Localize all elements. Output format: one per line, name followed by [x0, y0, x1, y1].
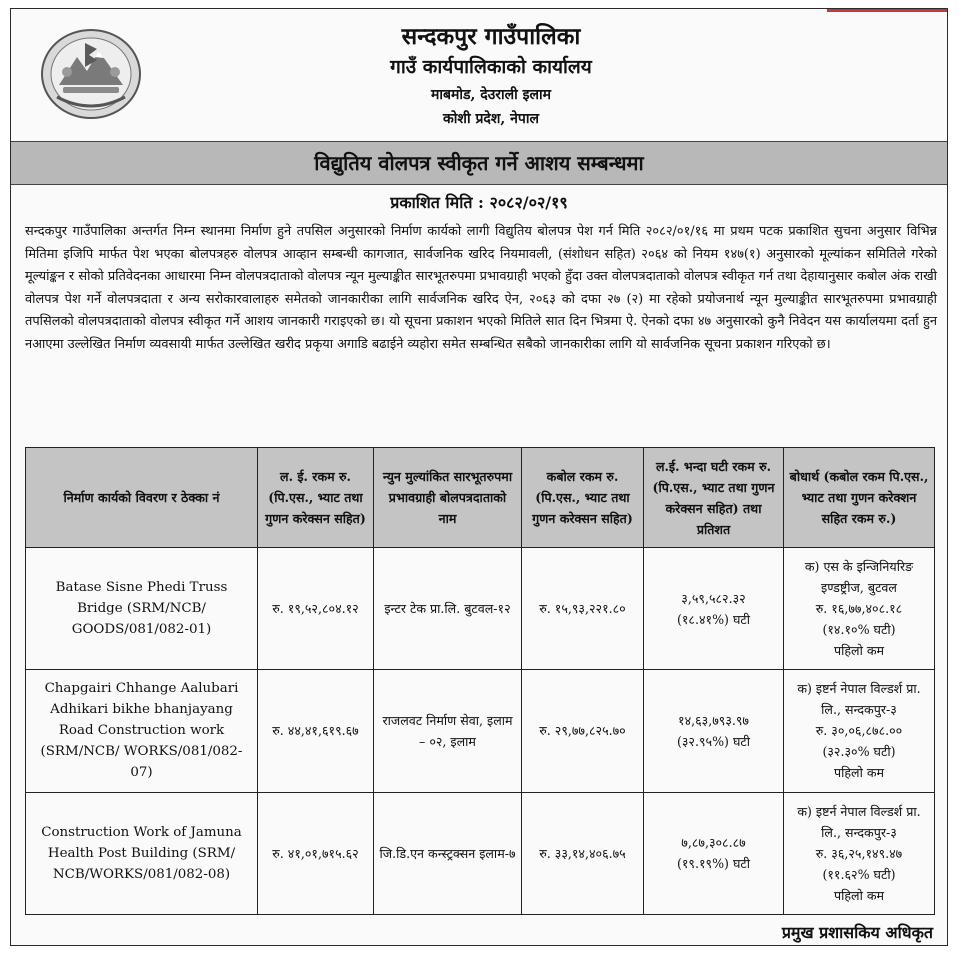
- runner-up-name: क) इष्टर्न नेपाल विल्डर्श प्रा. लि., सन्दकपुर-३: [797, 803, 921, 840]
- runner-up-percent: (३२.३०% घटी): [822, 744, 896, 760]
- estimate-cell: रु. ४४,४१,६१९.६७: [258, 670, 374, 792]
- bidder-cell: इन्टर टेक प्रा.लि. बुटवल-१२: [374, 548, 522, 670]
- government-emblem-icon: [39, 27, 143, 121]
- difference-percent: (३२.९५%) घटी: [676, 733, 751, 749]
- column-header-runner-up: बोधार्थ (कबोल रकम पि.एस., भ्याट तथा गुणन करेक्शन सहित रकम रु.): [784, 448, 935, 548]
- bid-amount-cell: रु. २९,७७,८२५.७०: [522, 670, 644, 792]
- runner-up-amount: रु. ३६,२५,१४९.४७: [815, 845, 903, 861]
- column-header-estimate: ल. ई. रकम रु. (पि.एस., भ्याट तथा गुणन करेक्सन सहित): [258, 448, 374, 548]
- project-cell: Batase Sisne Phedi Truss Bridge (SRM/NCB/ GOODS/081/082-01): [26, 548, 258, 670]
- difference-percent: (१८.४१%) घटी: [676, 611, 751, 627]
- difference-percent: (१९.१९%) घटी: [676, 856, 751, 872]
- tender-table: [25, 447, 935, 915]
- publication-date: प्रकाशित मिति : २०८२/०२/१९: [390, 193, 568, 212]
- difference-cell: [644, 548, 784, 670]
- estimate-cell: रु. १९,५२,८०४.१२: [258, 548, 374, 670]
- project-cell: Construction Work of Jamuna Health Post Building (SRM/ NCB/WORKS/081/082-08): [26, 792, 258, 914]
- runner-up-cell: [784, 548, 935, 670]
- runner-up-percent: (१४.१०% घटी): [822, 622, 896, 638]
- difference-cell: [644, 792, 784, 914]
- runner-up-rank: पहिलो कम: [833, 765, 885, 781]
- runner-up-rank: पहिलो कम: [833, 887, 885, 903]
- difference-amount: १४,६३,७९३.९७: [678, 712, 749, 728]
- column-header-bid-amount: कबोल रकम रु. (पि.एस., भ्याट तथा गुणन करेक्सन सहित): [522, 448, 644, 548]
- column-header-project: निर्माण कार्यको विवरण र ठेक्का नं: [26, 448, 258, 548]
- runner-up-cell: [784, 670, 935, 792]
- difference-amount: ७,८७,३०८.८७: [681, 835, 746, 851]
- runner-up-amount: रु. ३०,०६,८७८.००: [815, 723, 903, 739]
- signatory-title: प्रमुख प्रशासकिय अधिकृत: [781, 923, 933, 942]
- notice-sheet: [10, 8, 948, 946]
- runner-up-rank: पहिलो कम: [833, 643, 885, 659]
- municipality-name: सन्दकपुर गाउँपालिका: [401, 23, 581, 50]
- runner-up-amount: रु. १६,७७,४०८.१८: [815, 601, 903, 617]
- notice-body-text: सन्दकपुर गाउँपालिका अन्तर्गत निम्न स्थानमा निर्माण हुने तपसिल अनुसारको निर्माण कार्यको लागी विद्युतिय बोलपत्र पेश गर्न मिति २०८२/०१/१६ मा प्रथम पटक प्रकाशित सुचना अनुसार विभिन्न मितिमा इजिपि मार्फत पेश भएका बोलपत्रहरु वोलपत्र आव्हान सम्बन्धी कागजात, सार्वजनिक खरिद नियमावली, (संशोधन सहित) २०६४ को नियम १४७(१) अनुसारको मूल्यांकन समितिले गरेको मूल्यांङ्कन र सोको प्रतिवेदनका आधारमा निम्न वोलपत्रदाताको वोलपत्र न्यून मुल्याङ्कीत सारभूतरुपमा प्रभावग्राही भएको हुँदा उक्त वोलपत्रदाताको वोलपत्र स्वीकृत गर्न तथा देहायानुसार कबोल अंक राखी वोलपत्र पेश गर्ने वोलपत्रदाता र अन्य सरोकारवालाहरु समेतको जानकारीका लागि सार्वजनिक खरिद ऐन, २०६३ को दफा २७ (२) मा रहेको प्रयोजनार्थ न्यून मुल्याङ्कीत सारभूतरुपमा प्रभावग्राही तपसिलको वोलपत्रदाताको वोलपत्र स्वीकृत गर्ने आशय जानकारी गराइएको छ। यो सूचना प्रकाशन भएको मितिले सात दिन भित्रमा ऐ. ऐनको दफा ४७ अनुसारको कुनै निवेदन यस कार्यालयमा दर्ता हुन नआएमा उल्लेखित निर्माण व्यवसायी मार्फत उल्लेखित खरीद प्रकृया अगाडि बढाईने व्यहोरा समेत सम्बन्धित सबैको जानकारीका लागि यो सार्वजनिक सूचना प्रकाशन गरिएको छ।: [25, 224, 937, 352]
- bidder-cell: जि.डि.एन कन्स्ट्रक्सन इलाम-७: [374, 792, 522, 914]
- difference-cell: [644, 670, 784, 792]
- runner-up-name: क) एस के इन्जिनियरिङ इण्डष्ट्रीज, बुटवल: [804, 559, 914, 596]
- bidder-cell: राजलवट निर्माण सेवा, इलाम – ०२, इलाम: [374, 670, 522, 792]
- table-row: [26, 548, 935, 670]
- column-header-bidder: न्युन मुल्यांकित सारभूतरुपमा प्रभावग्राही बोलपत्रदाताको नाम: [374, 448, 522, 548]
- bid-amount-cell: रु. ३३,१४,४०६.७५: [522, 792, 644, 914]
- runner-up-percent: (११.६२% घटी): [822, 866, 896, 882]
- table-header-row: [26, 448, 935, 548]
- estimate-cell: रु. ४१,०१,७१५.६२: [258, 792, 374, 914]
- column-header-difference: ल.ई. भन्दा घटी रकम रु. (पि.एस., भ्याट तथा गुणन करेक्सन सहित) तथा प्रतिशत: [644, 448, 784, 548]
- runner-up-cell: [784, 792, 935, 914]
- notice-title: विद्युतिय वोलपत्र स्वीकृत गर्ने आशय सम्बन्धमा: [11, 141, 947, 185]
- province-name: कोशी प्रदेश, नेपाल: [443, 111, 539, 127]
- project-cell: Chapgairi Chhange Aalubari Adhikari bikhe bhanjayang Road Construction work (SRM/NCB/ WORKS/081/082-07): [26, 670, 258, 792]
- office-name: गाउँ कार्यपालिकाको कार्यालय: [390, 56, 592, 78]
- table-row: [26, 670, 935, 792]
- runner-up-name: क) इष्टर्न नेपाल विल्डर्श प्रा. लि., सन्दकपुर-३: [797, 681, 921, 718]
- bid-amount-cell: रु. १५,९३,२२१.८०: [522, 548, 644, 670]
- difference-amount: ३,५९,५८२.३२: [681, 590, 746, 606]
- notice-header: [11, 9, 947, 133]
- office-address: माबमोड, देउराली इलाम: [430, 87, 552, 103]
- table-row: [26, 792, 935, 914]
